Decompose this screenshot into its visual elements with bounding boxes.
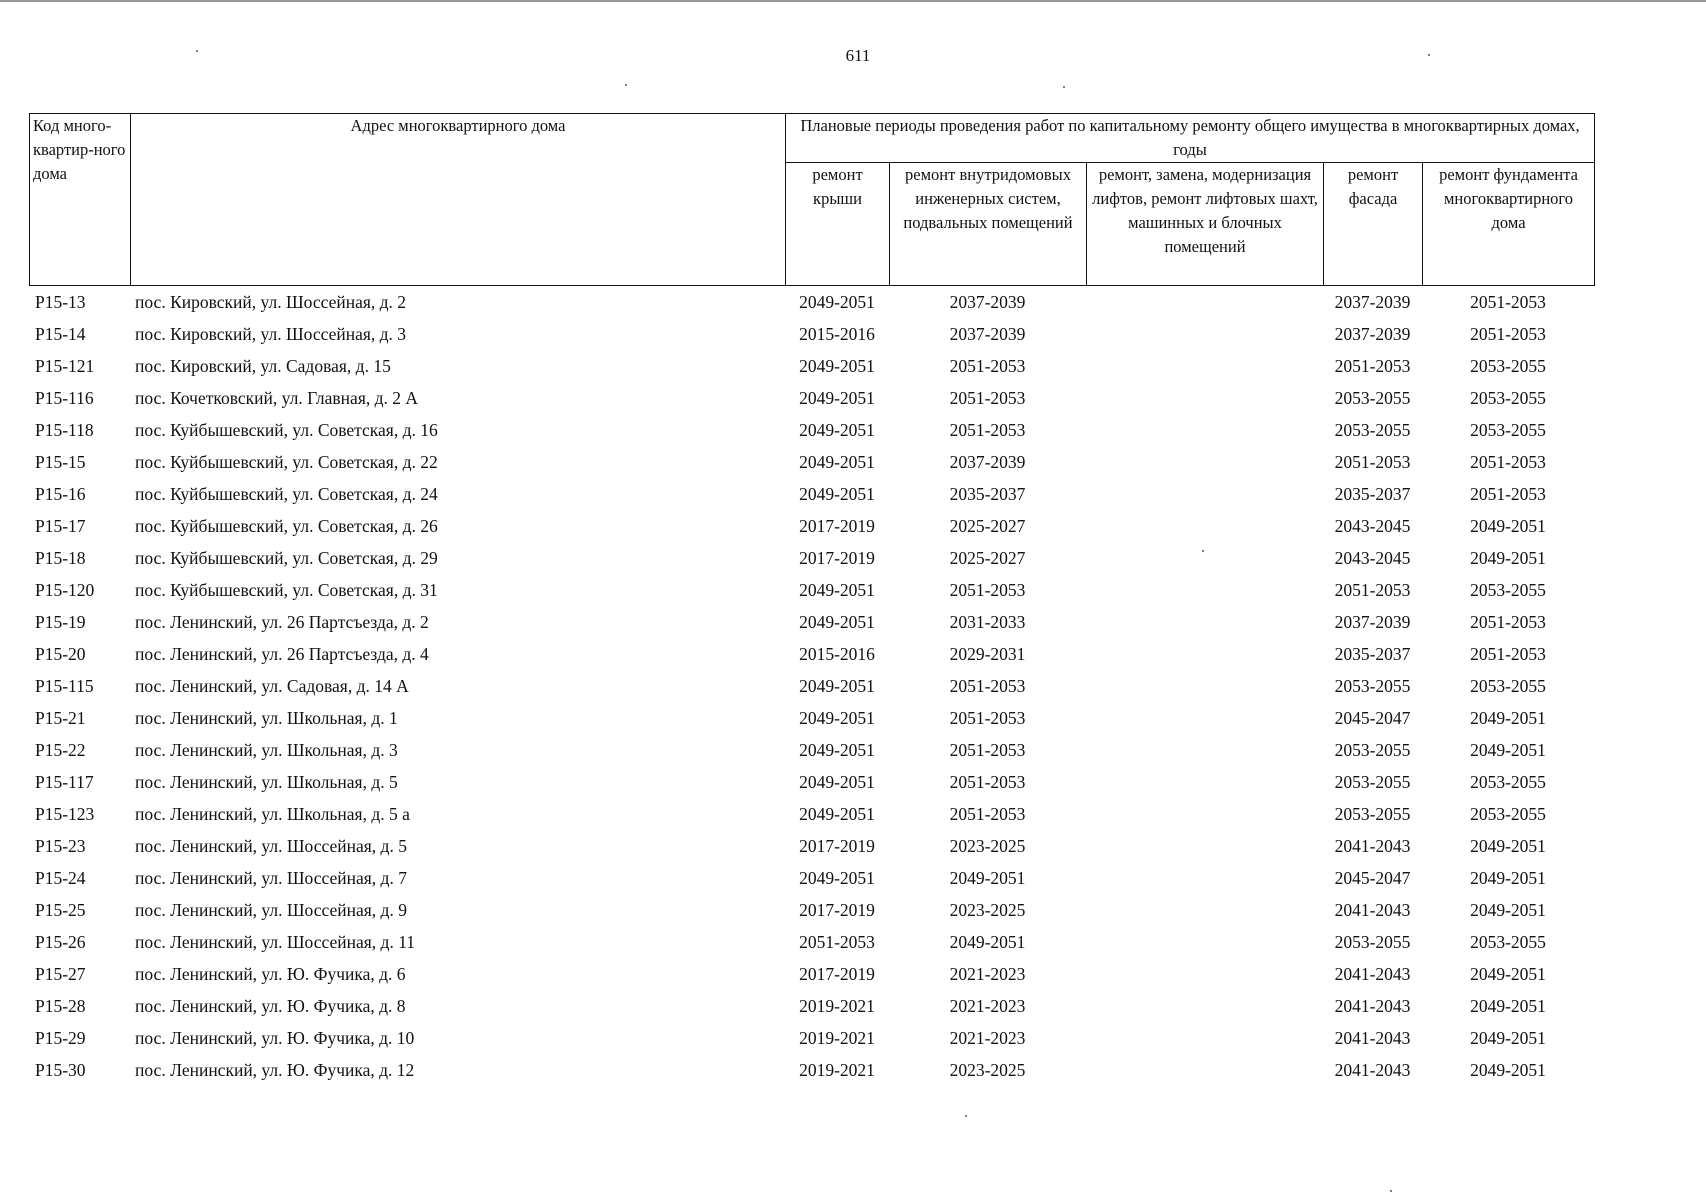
row-code: P15-27 bbox=[35, 963, 86, 984]
row-roof-period: 2049-2051 bbox=[799, 451, 875, 472]
row-roof-period: 2017-2019 bbox=[799, 515, 875, 536]
row-address: пос. Кочетковский, ул. Главная, д. 2 А bbox=[135, 387, 419, 408]
row-engineering-period: 2051-2053 bbox=[949, 579, 1026, 600]
row-foundation-period: 2051-2053 bbox=[1470, 483, 1546, 504]
table-header bbox=[29, 113, 1595, 286]
row-code: P15-120 bbox=[35, 579, 95, 600]
row-code: P15-15 bbox=[35, 451, 86, 472]
row-address: пос. Ленинский, ул. Ю. Фучика, д. 8 bbox=[135, 995, 406, 1016]
row-address: пос. Ленинский, ул. Школьная, д. 1 bbox=[135, 707, 398, 728]
row-foundation-period: 2051-2053 bbox=[1470, 451, 1546, 472]
row-foundation-period: 2049-2051 bbox=[1470, 995, 1546, 1016]
row-elevators-period bbox=[1086, 318, 1323, 350]
row-foundation-period: 2053-2055 bbox=[1470, 419, 1546, 440]
row-address: пос. Ленинский, ул. Ю. Фучика, д. 12 bbox=[135, 1059, 415, 1080]
row-elevators-period bbox=[1086, 510, 1323, 542]
row-foundation-period: 2049-2051 bbox=[1470, 835, 1546, 856]
row-address: пос. Ленинский, ул. 26 Партсъезда, д. 4 bbox=[135, 643, 429, 664]
scan-speck bbox=[1063, 86, 1065, 88]
row-foundation-period: 2049-2051 bbox=[1470, 867, 1546, 888]
row-engineering-period: 2049-2051 bbox=[949, 867, 1026, 888]
repair-schedule-table bbox=[29, 113, 1595, 1086]
table-row bbox=[29, 798, 1594, 830]
row-engineering-period: 2025-2027 bbox=[949, 547, 1026, 568]
table-row bbox=[29, 542, 1594, 574]
table-row bbox=[29, 446, 1594, 478]
row-elevators-period bbox=[1086, 926, 1323, 958]
header-elevators: ремонт, замена, модернизация лифтов, ремонт лифтовых шахт, машинных и блочных помещений bbox=[1087, 163, 1324, 286]
row-roof-period: 2049-2051 bbox=[799, 867, 875, 888]
row-engineering-period: 2051-2053 bbox=[949, 419, 1026, 440]
row-engineering-period: 2035-2037 bbox=[949, 483, 1026, 504]
row-roof-period: 2049-2051 bbox=[799, 579, 875, 600]
row-facade-period: 2051-2053 bbox=[1334, 451, 1411, 472]
row-elevators-period bbox=[1086, 542, 1323, 574]
page-number: 611 bbox=[845, 46, 871, 65]
row-code: P15-14 bbox=[35, 323, 86, 344]
row-foundation-period: 2049-2051 bbox=[1470, 1027, 1546, 1048]
row-elevators-period bbox=[1086, 350, 1323, 382]
row-foundation-period: 2051-2053 bbox=[1470, 611, 1546, 632]
row-engineering-period: 2037-2039 bbox=[949, 451, 1026, 472]
row-roof-period: 2049-2051 bbox=[799, 355, 875, 376]
table-row bbox=[29, 670, 1594, 702]
row-address: пос. Ленинский, ул. 26 Партсъезда, д. 2 bbox=[135, 611, 429, 632]
row-facade-period: 2037-2039 bbox=[1334, 323, 1411, 344]
row-engineering-period: 2037-2039 bbox=[949, 291, 1026, 312]
row-elevators-period bbox=[1086, 830, 1323, 862]
row-code: P15-29 bbox=[35, 1027, 86, 1048]
row-facade-period: 2053-2055 bbox=[1334, 675, 1411, 696]
row-code: P15-121 bbox=[35, 355, 95, 376]
row-engineering-period: 2051-2053 bbox=[949, 803, 1026, 824]
row-foundation-period: 2051-2053 bbox=[1470, 291, 1546, 312]
row-foundation-period: 2051-2053 bbox=[1470, 643, 1546, 664]
row-address: пос. Ленинский, ул. Шоссейная, д. 11 bbox=[135, 931, 416, 952]
table-row bbox=[29, 382, 1594, 414]
row-elevators-period bbox=[1086, 414, 1323, 446]
header-code: Код много-квартир-ного дома bbox=[30, 114, 131, 286]
row-foundation-period: 2053-2055 bbox=[1470, 387, 1546, 408]
row-address: пос. Ленинский, ул. Ю. Фучика, д. 10 bbox=[135, 1027, 415, 1048]
table-row bbox=[29, 862, 1594, 894]
row-engineering-period: 2049-2051 bbox=[949, 931, 1026, 952]
row-address: пос. Ленинский, ул. Шоссейная, д. 7 bbox=[135, 867, 407, 888]
row-roof-period: 2049-2051 bbox=[799, 419, 875, 440]
table-row bbox=[29, 990, 1594, 1022]
row-elevators-period bbox=[1086, 862, 1323, 894]
table-row bbox=[29, 1022, 1594, 1054]
row-foundation-period: 2049-2051 bbox=[1470, 707, 1546, 728]
row-facade-period: 2041-2043 bbox=[1334, 1027, 1411, 1048]
row-address: пос. Ленинский, ул. Школьная, д. 5 bbox=[135, 771, 398, 792]
row-facade-period: 2053-2055 bbox=[1334, 387, 1411, 408]
scan-speck bbox=[625, 84, 627, 86]
row-engineering-period: 2051-2053 bbox=[949, 771, 1026, 792]
row-address: пос. Куйбышевский, ул. Советская, д. 31 bbox=[135, 579, 438, 600]
row-facade-period: 2053-2055 bbox=[1334, 419, 1411, 440]
row-address: пос. Ленинский, ул. Шоссейная, д. 5 bbox=[135, 835, 407, 856]
scan-speck bbox=[965, 1115, 967, 1117]
table-body bbox=[29, 286, 1594, 1086]
row-engineering-period: 2051-2053 bbox=[949, 675, 1026, 696]
row-roof-period: 2049-2051 bbox=[799, 387, 875, 408]
row-facade-period: 2041-2043 bbox=[1334, 963, 1411, 984]
row-roof-period: 2049-2051 bbox=[799, 291, 875, 312]
header-address: Адрес многоквартирного дома bbox=[131, 114, 786, 286]
row-elevators-period bbox=[1086, 606, 1323, 638]
table-row bbox=[29, 510, 1594, 542]
table-row bbox=[29, 638, 1594, 670]
row-code: P15-116 bbox=[35, 387, 94, 408]
table-row bbox=[29, 734, 1594, 766]
table-row bbox=[29, 286, 1594, 318]
row-elevators-period bbox=[1086, 1022, 1323, 1054]
row-elevators-period bbox=[1086, 638, 1323, 670]
row-facade-period: 2037-2039 bbox=[1334, 611, 1411, 632]
row-foundation-period: 2053-2055 bbox=[1470, 771, 1546, 792]
header-foundation: ремонт фундамента многоквартирного дома bbox=[1423, 163, 1595, 286]
row-elevators-period bbox=[1086, 766, 1323, 798]
row-engineering-period: 2051-2053 bbox=[949, 739, 1026, 760]
table-row bbox=[29, 414, 1594, 446]
row-address: пос. Ленинский, ул. Шоссейная, д. 9 bbox=[135, 899, 407, 920]
row-foundation-period: 2053-2055 bbox=[1470, 579, 1546, 600]
row-roof-period: 2015-2016 bbox=[799, 643, 875, 664]
row-code: P15-30 bbox=[35, 1059, 86, 1080]
table-row bbox=[29, 574, 1594, 606]
row-code: P15-22 bbox=[35, 739, 86, 760]
scan-speck bbox=[196, 50, 198, 52]
row-code: P15-20 bbox=[35, 643, 86, 664]
header-engineering: ремонт внутридомовых инженерных систем, подвальных помещений bbox=[890, 163, 1087, 286]
scan-speck bbox=[1390, 1190, 1392, 1192]
row-facade-period: 2045-2047 bbox=[1334, 867, 1411, 888]
row-elevators-period bbox=[1086, 382, 1323, 414]
row-roof-period: 2019-2021 bbox=[799, 1027, 875, 1048]
row-address: пос. Кировский, ул. Шоссейная, д. 2 bbox=[135, 291, 407, 312]
row-facade-period: 2043-2045 bbox=[1334, 515, 1411, 536]
table-row bbox=[29, 894, 1594, 926]
row-engineering-period: 2021-2023 bbox=[949, 963, 1026, 984]
row-foundation-period: 2049-2051 bbox=[1470, 739, 1546, 760]
row-elevators-period bbox=[1086, 670, 1323, 702]
row-foundation-period: 2049-2051 bbox=[1470, 963, 1546, 984]
row-address: пос. Ленинский, ул. Школьная, д. 3 bbox=[135, 739, 398, 760]
row-facade-period: 2041-2043 bbox=[1334, 995, 1411, 1016]
row-roof-period: 2019-2021 bbox=[799, 995, 875, 1016]
row-address: пос. Ленинский, ул. Ю. Фучика, д. 6 bbox=[135, 963, 406, 984]
row-code: P15-13 bbox=[35, 291, 86, 312]
row-foundation-period: 2053-2055 bbox=[1470, 931, 1546, 952]
row-engineering-period: 2031-2033 bbox=[949, 611, 1026, 632]
row-roof-period: 2049-2051 bbox=[799, 675, 875, 696]
scan-top-edge bbox=[0, 0, 1706, 2]
row-foundation-period: 2049-2051 bbox=[1470, 547, 1546, 568]
table-row bbox=[29, 606, 1594, 638]
row-foundation-period: 2053-2055 bbox=[1470, 803, 1546, 824]
row-address: пос. Ленинский, ул. Школьная, д. 5 а bbox=[135, 803, 410, 824]
table-row bbox=[29, 318, 1594, 350]
row-engineering-period: 2029-2031 bbox=[949, 643, 1026, 664]
row-elevators-period bbox=[1086, 702, 1323, 734]
table-row bbox=[29, 926, 1594, 958]
row-address: пос. Куйбышевский, ул. Советская, д. 22 bbox=[135, 451, 438, 472]
row-foundation-period: 2049-2051 bbox=[1470, 515, 1546, 536]
table-row bbox=[29, 350, 1594, 382]
row-facade-period: 2035-2037 bbox=[1334, 643, 1411, 664]
row-engineering-period: 2051-2053 bbox=[949, 387, 1026, 408]
row-elevators-period bbox=[1086, 574, 1323, 606]
row-facade-period: 2041-2043 bbox=[1334, 835, 1411, 856]
row-roof-period: 2017-2019 bbox=[799, 899, 875, 920]
row-address: пос. Куйбышевский, ул. Советская, д. 16 bbox=[135, 419, 438, 440]
row-roof-period: 2049-2051 bbox=[799, 739, 875, 760]
row-code: P15-115 bbox=[35, 675, 94, 696]
row-address: пос. Кировский, ул. Шоссейная, д. 3 bbox=[135, 323, 407, 344]
row-roof-period: 2017-2019 bbox=[799, 547, 875, 568]
scan-speck bbox=[1202, 550, 1204, 552]
row-engineering-period: 2023-2025 bbox=[949, 1059, 1026, 1080]
row-roof-period: 2049-2051 bbox=[799, 771, 875, 792]
row-address: пос. Куйбышевский, ул. Советская, д. 24 bbox=[135, 483, 438, 504]
row-facade-period: 2053-2055 bbox=[1334, 931, 1411, 952]
row-elevators-period bbox=[1086, 798, 1323, 830]
row-facade-period: 2035-2037 bbox=[1334, 483, 1411, 504]
row-elevators-period bbox=[1086, 446, 1323, 478]
row-elevators-period bbox=[1086, 478, 1323, 510]
row-address: пос. Ленинский, ул. Садовая, д. 14 А bbox=[135, 675, 409, 696]
row-facade-period: 2051-2053 bbox=[1334, 355, 1411, 376]
row-engineering-period: 2051-2053 bbox=[949, 707, 1026, 728]
row-roof-period: 2017-2019 bbox=[799, 835, 875, 856]
row-facade-period: 2051-2053 bbox=[1334, 579, 1411, 600]
table-row bbox=[29, 958, 1594, 990]
row-code: P15-24 bbox=[35, 867, 86, 888]
table-row bbox=[29, 702, 1594, 734]
header-facade: ремонт фасада bbox=[1324, 163, 1423, 286]
table-row bbox=[29, 766, 1594, 798]
table-row bbox=[29, 478, 1594, 510]
row-roof-period: 2017-2019 bbox=[799, 963, 875, 984]
row-code: P15-23 bbox=[35, 835, 86, 856]
row-foundation-period: 2053-2055 bbox=[1470, 355, 1546, 376]
row-foundation-period: 2053-2055 bbox=[1470, 675, 1546, 696]
row-facade-period: 2037-2039 bbox=[1334, 291, 1411, 312]
row-code: P15-118 bbox=[35, 419, 94, 440]
row-elevators-period bbox=[1086, 990, 1323, 1022]
header-roof: ремонт крыши bbox=[786, 163, 890, 286]
row-engineering-period: 2037-2039 bbox=[949, 323, 1026, 344]
row-elevators-period bbox=[1086, 286, 1323, 318]
row-address: пос. Кировский, ул. Садовая, д. 15 bbox=[135, 355, 391, 376]
row-code: P15-21 bbox=[35, 707, 86, 728]
row-engineering-period: 2025-2027 bbox=[949, 515, 1026, 536]
table-row bbox=[29, 830, 1594, 862]
row-engineering-period: 2023-2025 bbox=[949, 899, 1026, 920]
row-foundation-period: 2049-2051 bbox=[1470, 1059, 1546, 1080]
row-roof-period: 2049-2051 bbox=[799, 707, 875, 728]
row-code: P15-25 bbox=[35, 899, 86, 920]
row-facade-period: 2053-2055 bbox=[1334, 803, 1411, 824]
table-row bbox=[29, 1054, 1594, 1086]
row-engineering-period: 2051-2053 bbox=[949, 355, 1026, 376]
row-elevators-period bbox=[1086, 734, 1323, 766]
row-facade-period: 2053-2055 bbox=[1334, 771, 1411, 792]
row-facade-period: 2041-2043 bbox=[1334, 899, 1411, 920]
row-engineering-period: 2021-2023 bbox=[949, 1027, 1026, 1048]
row-code: P15-26 bbox=[35, 931, 86, 952]
row-roof-period: 2051-2053 bbox=[799, 931, 875, 952]
row-elevators-period bbox=[1086, 894, 1323, 926]
row-code: P15-123 bbox=[35, 803, 95, 824]
row-code: P15-16 bbox=[35, 483, 86, 504]
row-elevators-period bbox=[1086, 1054, 1323, 1086]
row-engineering-period: 2021-2023 bbox=[949, 995, 1026, 1016]
row-roof-period: 2019-2021 bbox=[799, 1059, 875, 1080]
row-address: пос. Куйбышевский, ул. Советская, д. 26 bbox=[135, 515, 438, 536]
row-code: P15-18 bbox=[35, 547, 86, 568]
row-facade-period: 2043-2045 bbox=[1334, 547, 1411, 568]
row-facade-period: 2045-2047 bbox=[1334, 707, 1411, 728]
row-code: P15-17 bbox=[35, 515, 86, 536]
row-foundation-period: 2049-2051 bbox=[1470, 899, 1546, 920]
row-code: P15-19 bbox=[35, 611, 86, 632]
row-address: пос. Куйбышевский, ул. Советская, д. 29 bbox=[135, 547, 438, 568]
row-code: P15-28 bbox=[35, 995, 86, 1016]
row-roof-period: 2049-2051 bbox=[799, 611, 875, 632]
row-roof-period: 2049-2051 bbox=[799, 803, 875, 824]
row-foundation-period: 2051-2053 bbox=[1470, 323, 1546, 344]
row-code: P15-117 bbox=[35, 771, 94, 792]
row-roof-period: 2049-2051 bbox=[799, 483, 875, 504]
scan-speck bbox=[1428, 54, 1430, 56]
row-facade-period: 2041-2043 bbox=[1334, 1059, 1411, 1080]
row-engineering-period: 2023-2025 bbox=[949, 835, 1026, 856]
row-elevators-period bbox=[1086, 958, 1323, 990]
row-facade-period: 2053-2055 bbox=[1334, 739, 1411, 760]
row-roof-period: 2015-2016 bbox=[799, 323, 875, 344]
header-periods-group: Плановые периоды проведения работ по капитальному ремонту общего имущества в многоквартирных домах, годы bbox=[786, 114, 1595, 163]
